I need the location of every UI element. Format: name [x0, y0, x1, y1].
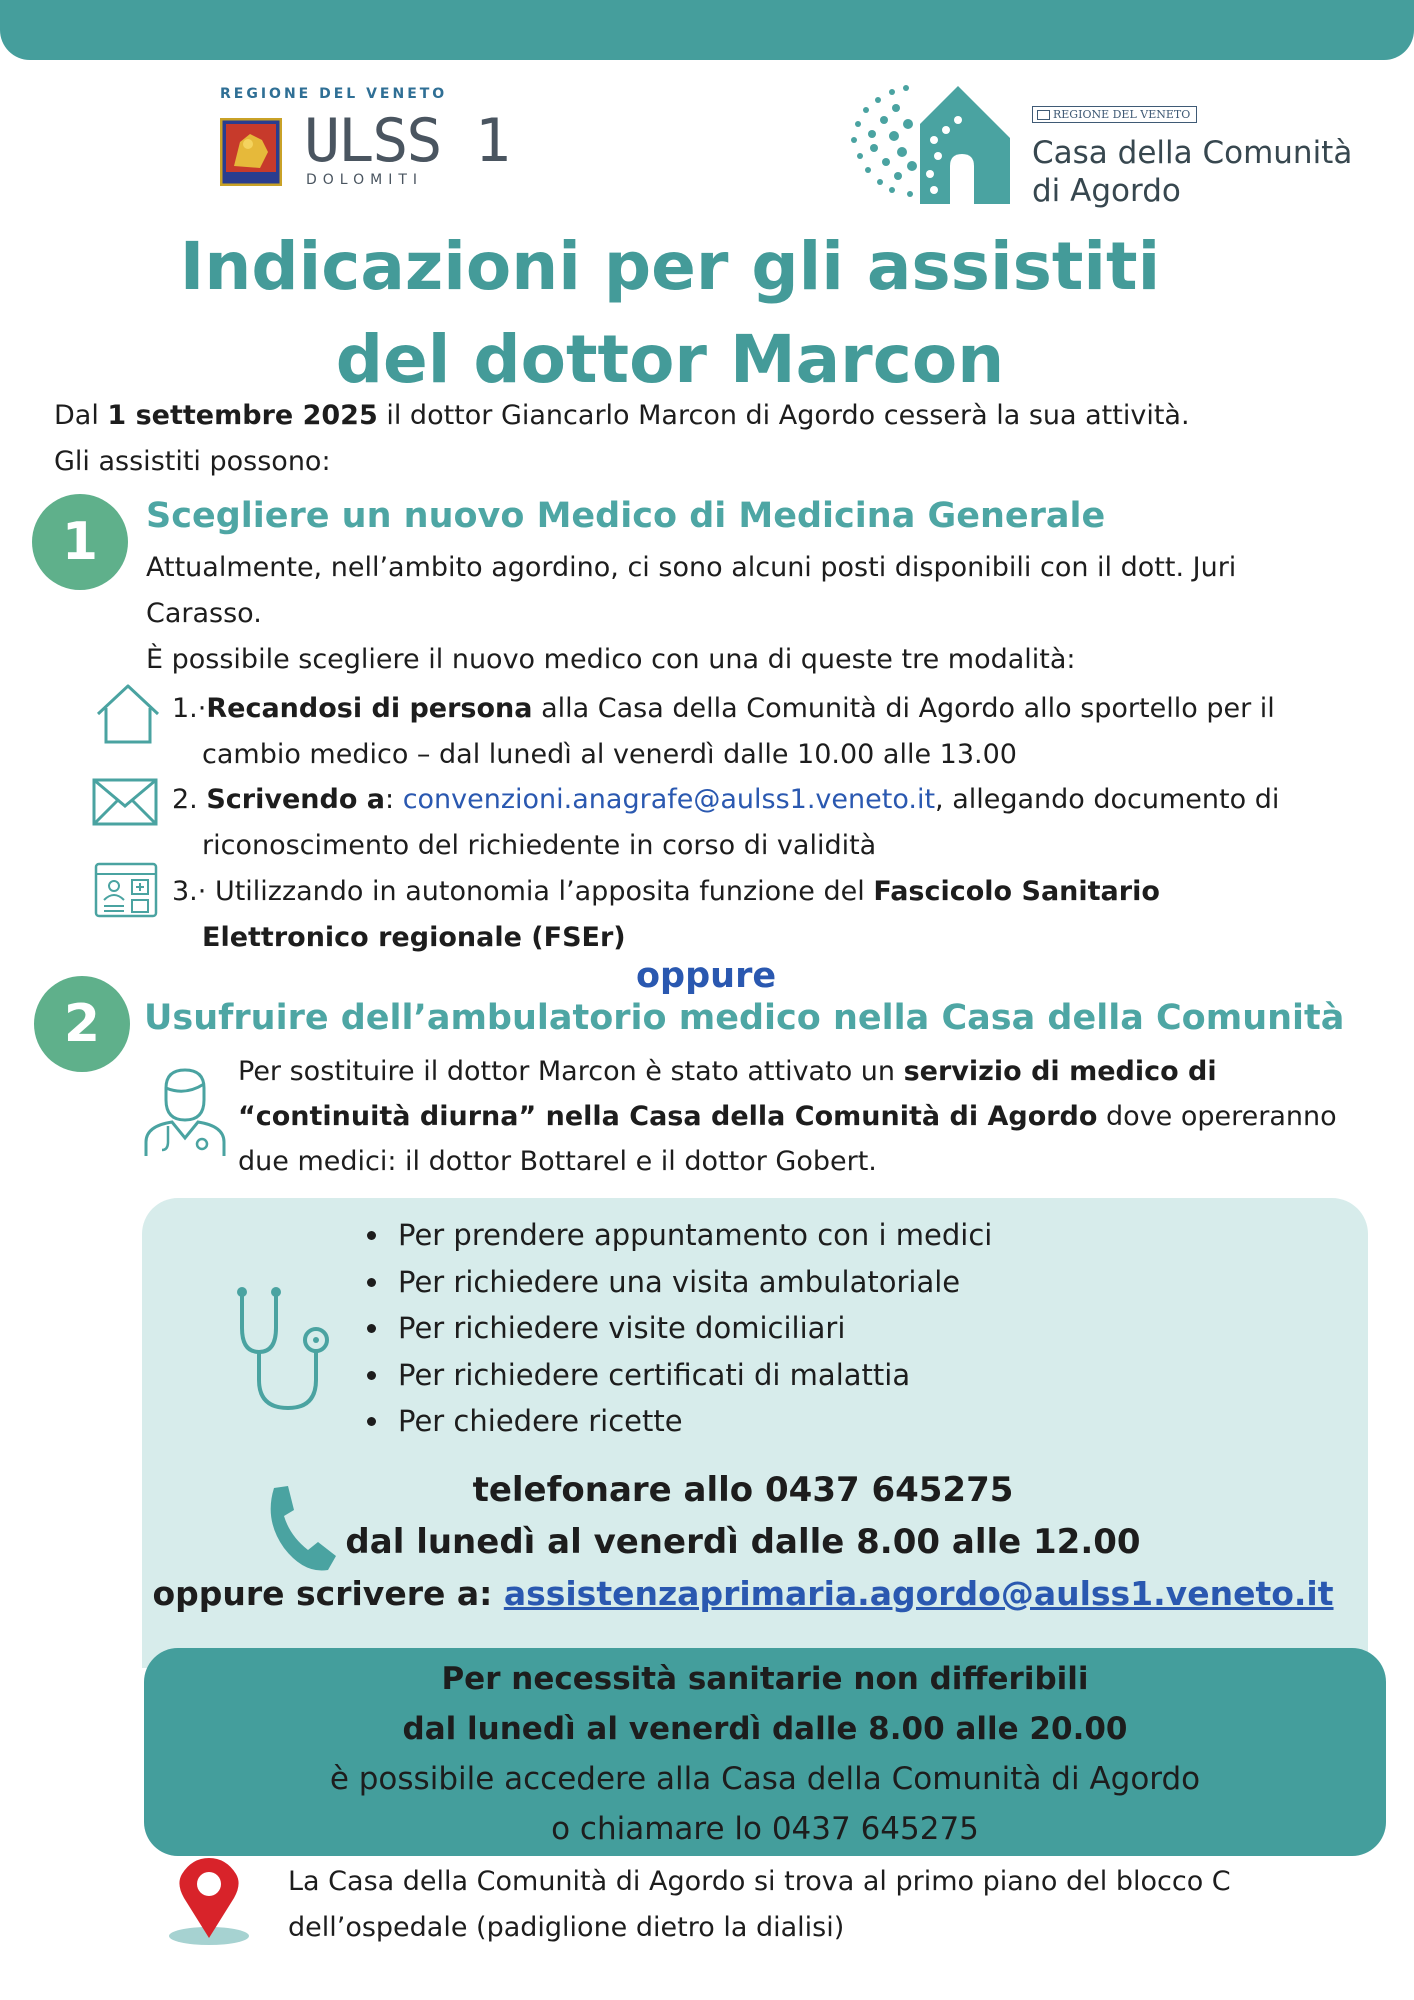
- doctor-icon: [142, 1066, 228, 1158]
- service-item: • Per richiedere visite domiciliari: [392, 1305, 992, 1352]
- service-item: • Per prendere appuntamento con i medici: [392, 1212, 992, 1259]
- top-banner: [0, 0, 1414, 60]
- service-item: • Per chiedere ricette: [392, 1398, 992, 1445]
- page-title: [0, 220, 1340, 406]
- step-1-badge: 1: [32, 494, 128, 590]
- section1-heading: Scegliere un nuovo Medico di Medicina Generale: [146, 496, 1106, 536]
- cdc-name-line2: di Agordo: [1032, 173, 1181, 209]
- ulss-logo: [218, 86, 509, 196]
- hours-line: dal lunedì al venerdì dalle 8.00 alle 12.00: [345, 1522, 1141, 1562]
- option-3: 3.· Utilizzando in autonomia l’apposita funzione del Fascicolo Sanitario Elettronico regionale (FSEr): [172, 876, 1160, 953]
- service-item: • Per richiedere una visita ambulatoriale: [392, 1259, 992, 1306]
- section2-text: Per sostituire il dottor Marcon è stato attivato un servizio di medico di “continuità diurna” nella Casa della Comunità di Agordo dove opereranno due medici: il dottor Bottarel e il dottor Gobert.: [238, 1056, 1337, 1177]
- stethoscope-icon: [232, 1284, 344, 1414]
- house-dots-logo-icon: [846, 80, 1016, 208]
- intro-text: Dal 1 settembre 2025 il dottor Giancarlo Marcon di Agordo cesserà la sua attività. Gli assistiti possono:: [54, 393, 1190, 485]
- oppure-separator: oppure: [636, 956, 777, 996]
- cdc-name: [1032, 134, 1352, 210]
- urgent-line4: o chiamare lo 0437 645275: [551, 1811, 979, 1847]
- option-1: 1.·Recandosi di persona alla Casa della Comunità di Agordo allo sportello per il cambio medico – dal lunedì al venerdì dalle 10.00 alle 13.00: [172, 693, 1275, 770]
- ulss-region-label: REGIONE DEL VENETO: [220, 86, 448, 102]
- urgent-line1: Per necessità sanitarie non differibili: [441, 1661, 1089, 1697]
- location-pin-icon: [166, 1856, 252, 1946]
- option-2: 2. Scrivendo a: convenzioni.anagrafe@aulss1.veneto.it, allegando documento di riconoscimento del richiedente in corso di validità: [172, 784, 1280, 861]
- location-text: La Casa della Comunità di Agordo si trova al primo piano del blocco C dell’ospedale (padiglione dietro la dialisi): [288, 1866, 1231, 1943]
- urgent-line2: dal lunedì al venerdì dalle 8.00 alle 20.00: [402, 1711, 1128, 1747]
- title-line2: del dottor Marcon: [335, 321, 1005, 398]
- urgent-box: [144, 1648, 1386, 1856]
- envelope-icon: [92, 778, 158, 826]
- intro-date: 1 settembre 2025: [107, 400, 378, 431]
- cdc-region-label: REGIONE DEL VENETO: [1032, 106, 1197, 123]
- convenzioni-email-link[interactable]: convenzioni.anagrafe@aulss1.veneto.it: [402, 784, 936, 815]
- services-list: [352, 1212, 992, 1445]
- ulss-name: ULSS 1: [304, 106, 509, 176]
- section2-heading: Usufruire dell’ambulatorio medico nella Casa della Comunità: [144, 998, 1345, 1038]
- cdc-name-line1: Casa della Comunità: [1032, 135, 1353, 171]
- phone-line: telefonare allo 0437 645275: [472, 1470, 1014, 1510]
- step-2-badge: 2: [34, 976, 130, 1072]
- urgent-line3: è possibile accedere alla Casa della Comunità di Agordo: [329, 1761, 1201, 1797]
- section1-text: Attualmente, nell’ambito agordino, ci sono alcuni posti disponibili con il dott. Juri Carasso. È possibile scegliere il nuovo medico con una di queste tre modalità:: [146, 552, 1237, 675]
- contact-block: telefonare allo 0437 645275 dal lunedì al venerdì dalle 8.00 alle 12.00 oppure scrivere a: assistenzaprimaria.agordo@aulss1.veneto.it: [142, 1464, 1344, 1620]
- intro-line2: Gli assistiti possono:: [54, 446, 331, 477]
- service-item: • Per richiedere certificati di malattia: [392, 1352, 992, 1399]
- casa-comunita-logo: [846, 80, 1366, 210]
- title-line1: Indicazioni per gli assistiti: [179, 228, 1161, 305]
- house-icon: [94, 682, 162, 746]
- lion-crest-icon: [220, 118, 282, 186]
- ulss-subtitle: DOLOMITI: [306, 172, 424, 188]
- assistenza-email-link[interactable]: assistenzaprimaria.agordo@aulss1.veneto.it: [503, 1574, 1334, 1613]
- health-record-icon: [94, 862, 158, 918]
